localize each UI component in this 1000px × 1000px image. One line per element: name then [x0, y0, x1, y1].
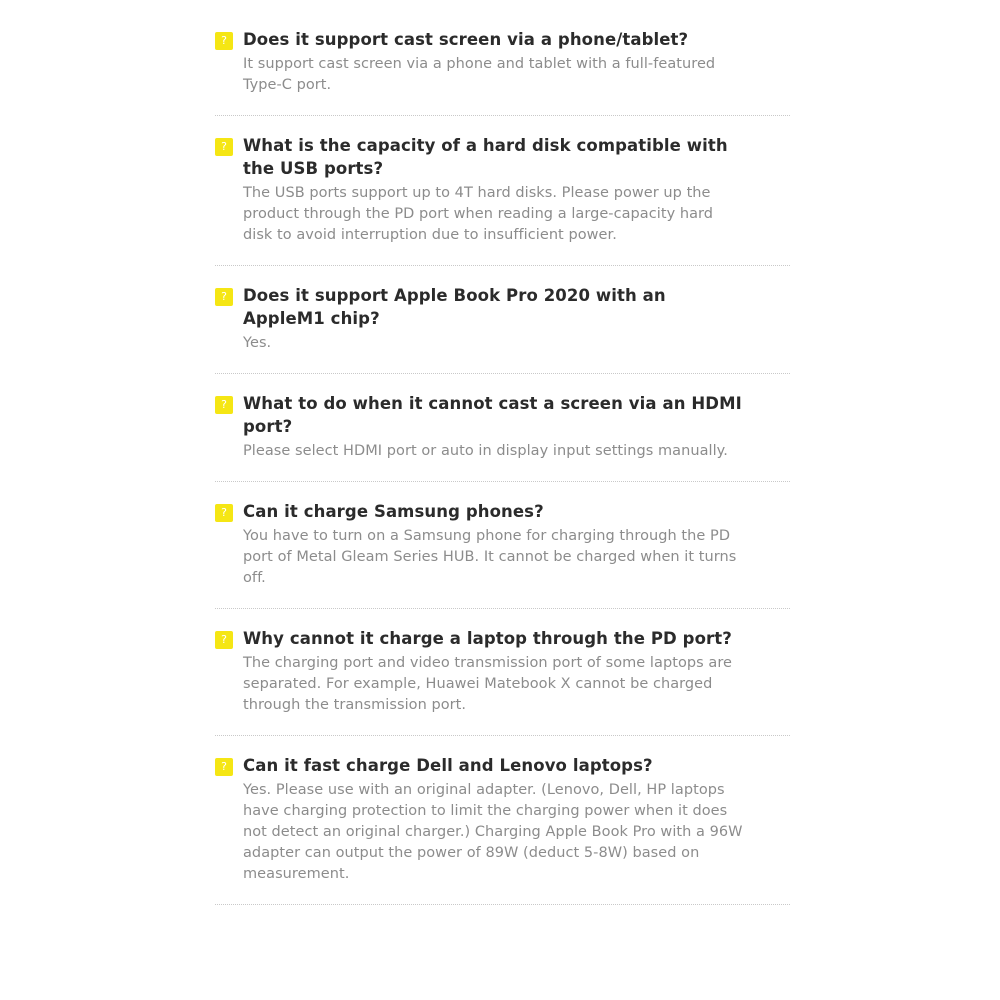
faq-question-row [215, 500, 790, 523]
question-mark-icon [215, 504, 233, 522]
question-mark-glyph: ? [221, 34, 227, 47]
faq-question-row [215, 627, 790, 650]
faq-question: Does it support Apple Book Pro 2020 with an AppleM1 chip? [243, 286, 666, 328]
question-mark-icon [215, 138, 233, 156]
faq-divider [215, 607, 790, 609]
faq-question: What is the capacity of a hard disk compatible with the USB ports? [243, 136, 728, 178]
faq-item [215, 754, 790, 885]
question-mark-icon [215, 631, 233, 649]
question-mark-glyph: ? [221, 140, 227, 153]
faq-item [215, 392, 790, 462]
faq-answer: The charging port and video transmission port of some laptops are separated. For example, Huawei Matebook X cannot be charged through the transmission port. [243, 655, 732, 713]
faq-item [215, 627, 790, 716]
faq-item [215, 28, 790, 96]
faq-answer: The USB ports support up to 4T hard disks. Please power up the product through the PD port when reading a large-capacity hard disk to avoid interruption due to insufficient power. [243, 185, 714, 243]
faq-divider [215, 372, 790, 374]
faq-question-row [215, 284, 790, 330]
faq-question-row [215, 134, 790, 180]
question-mark-icon [215, 32, 233, 50]
question-mark-glyph: ? [221, 760, 227, 773]
faq-divider [215, 264, 790, 266]
faq-divider [215, 903, 790, 905]
faq-question-row [215, 392, 790, 438]
faq-divider [215, 734, 790, 736]
faq-question: Can it fast charge Dell and Lenovo laptops? [243, 756, 653, 775]
question-mark-icon [215, 288, 233, 306]
faq-list [215, 28, 790, 923]
faq-question-row [215, 28, 790, 51]
question-mark-glyph: ? [221, 290, 227, 303]
faq-item [215, 284, 790, 354]
faq-divider [215, 114, 790, 116]
faq-answer: Please select HDMI port or auto in display input settings manually. [243, 443, 728, 459]
faq-question: Does it support cast screen via a phone/tablet? [243, 30, 689, 49]
faq-item [215, 500, 790, 589]
faq-answer: Yes. Please use with an original adapter. (Lenovo, Dell, HP laptops have charging protection to limit the charging power when it does not detect an original charger.) Charging Apple Book Pro with a 96W adapter can output the power of 89W (deduct 5-8W) based on measurement. [243, 782, 743, 882]
faq-answer: It support cast screen via a phone and tablet with a full-featured Type-C port. [243, 56, 716, 93]
faq-answer: You have to turn on a Samsung phone for charging through the PD port of Metal Gleam Series HUB. It cannot be charged when it turns off. [243, 528, 737, 586]
faq-question-row [215, 754, 790, 777]
faq-question: What to do when it cannot cast a screen via an HDMI port? [243, 394, 742, 436]
question-mark-icon [215, 396, 233, 414]
faq-divider [215, 480, 790, 482]
faq-question: Can it charge Samsung phones? [243, 502, 544, 521]
question-mark-glyph: ? [221, 633, 227, 646]
faq-answer: Yes. [243, 335, 272, 351]
question-mark-glyph: ? [221, 398, 227, 411]
question-mark-glyph: ? [221, 506, 227, 519]
question-mark-icon [215, 758, 233, 776]
faq-item [215, 134, 790, 246]
faq-question: Why cannot it charge a laptop through the PD port? [243, 629, 732, 648]
